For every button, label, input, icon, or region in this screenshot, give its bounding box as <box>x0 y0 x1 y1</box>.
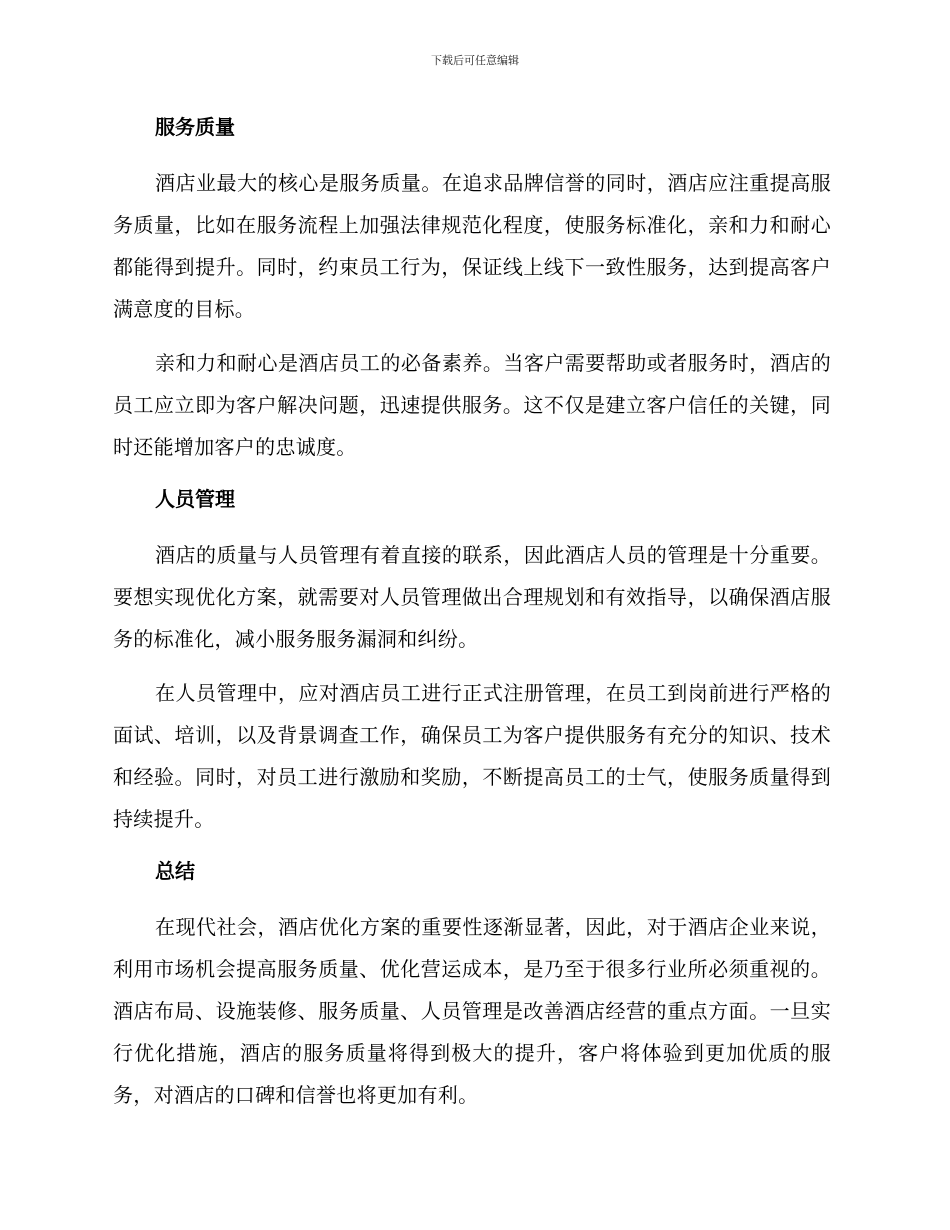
paragraph: 在人员管理中，应对酒店员工进行正式注册管理，在员工到岗前进行严格的面试、培训，以及背景调查工作，确保员工为客户提供服务有充分的知识、技术和经验。同时，对员工进行激励和奖励，不断提高员工的士气，使服务质量得到持续提升。 <box>113 681 831 831</box>
paragraph: 亲和力和耐心是酒店员工的必备素养。当客户需要帮助或者服务时，酒店的员工应立即为客户解决问题，迅速提供服务。这不仅是建立客户信任的关键，同时还能增加客户的忠诚度。 <box>113 351 831 459</box>
document-body <box>113 108 831 1128</box>
paragraph: 酒店业最大的核心是服务质量。在追求品牌信誉的同时，酒店应注重提高服务质量，比如在服务流程上加强法律规范化程度，使服务标准化，亲和力和耐心都能得到提升。同时，约束员工行为，保证线上线下一致性服务，达到提高客户满意度的目标。 <box>113 171 831 321</box>
page-header: 下载后可任意编辑 <box>431 54 519 67</box>
section-heading: 人员管理 <box>155 487 235 511</box>
section-heading: 服务质量 <box>155 115 235 139</box>
section-service-quality <box>113 108 831 468</box>
paragraph: 酒店的质量与人员管理有着直接的联系，因此酒店人员的管理是十分重要。要想实现优化方案，就需要对人员管理做出合理规划和有效指导，以确保酒店服务的标准化，减小服务服务漏洞和纠纷。 <box>113 543 831 651</box>
section-summary <box>113 852 831 1116</box>
paragraph: 在现代社会，酒店优化方案的重要性逐渐显著，因此，对于酒店企业来说，利用市场机会提高服务质量、优化营运成本，是乃至于很多行业所必须重视的。酒店布局、设施装修、服务质量、人员管理是改善酒店经营的重点方面。一旦实行优化措施，酒店的服务质量将得到极大的提升，客户将体验到更加优质的服务，对酒店的口碑和信誉也将更加有利。 <box>113 915 831 1107</box>
section-staff-management <box>113 480 831 840</box>
section-heading: 总结 <box>155 859 195 883</box>
